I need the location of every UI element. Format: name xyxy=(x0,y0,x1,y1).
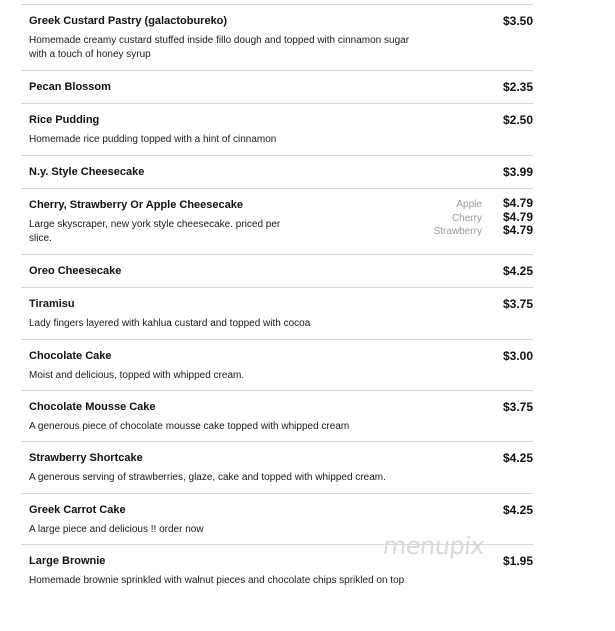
item-price: $3.00 xyxy=(502,349,533,363)
variant-label: Apple xyxy=(456,199,482,210)
menu-item xyxy=(21,188,533,254)
item-description: Moist and delicious, topped with whipped cream. xyxy=(29,370,245,381)
item-price: $4.25 xyxy=(502,503,533,517)
item-description: A generous piece of chocolate mousse cake topped with whipped cream xyxy=(29,421,350,432)
item-description: Homemade rice pudding topped with a hint of cinnamon xyxy=(29,134,277,145)
variant-price: $4.79 xyxy=(502,223,533,237)
item-price: $4.25 xyxy=(502,451,533,465)
item-name: Large Brownie xyxy=(29,555,106,567)
menu-item xyxy=(21,155,533,188)
menu-item xyxy=(21,390,533,441)
item-price: $3.50 xyxy=(502,14,533,28)
item-name: Strawberry Shortcake xyxy=(29,452,143,464)
item-name: Chocolate Mousse Cake xyxy=(29,401,156,413)
variant-label: Cherry xyxy=(451,212,482,224)
variant-row xyxy=(422,211,533,225)
item-price: $2.35 xyxy=(502,80,533,94)
item-price: $3.75 xyxy=(502,400,533,414)
item-price: $1.95 xyxy=(502,554,533,568)
menu-item xyxy=(21,339,533,390)
menu-item xyxy=(21,103,533,155)
price-variants xyxy=(422,197,533,238)
item-description: A large piece and delicious !! order now xyxy=(29,524,204,535)
variant-row xyxy=(422,224,533,238)
menu-item xyxy=(21,254,533,287)
item-price: $3.99 xyxy=(502,165,533,179)
menu-item xyxy=(21,4,533,70)
item-description: Large skyscraper, new york style cheesecake. priced per slice. xyxy=(29,219,281,244)
item-price: $2.50 xyxy=(502,113,533,127)
variant-label: Strawberry xyxy=(433,226,482,237)
item-price: $3.75 xyxy=(502,297,533,311)
menu-item xyxy=(21,441,533,493)
variant-row xyxy=(422,197,533,211)
item-description: Homemade creamy custard stuffed inside fillo dough and topped with cinnamon sugar with a touch of honey syrup xyxy=(29,35,410,60)
item-name: N.y. Style Cheesecake xyxy=(29,166,145,178)
item-description: Homemade brownie sprinkled with walnut pieces and chocolate chips sprikled on top xyxy=(29,575,405,586)
menu-item xyxy=(21,287,533,339)
item-description: Lady fingers layered with kahlua custard and topped with cocoa xyxy=(29,318,311,329)
item-name: Rice Pudding xyxy=(29,114,100,126)
item-name: Cherry, Strawberry Or Apple Cheesecake xyxy=(29,199,243,211)
item-name: Oreo Cheesecake xyxy=(29,265,122,277)
item-name: Greek Custard Pastry (galactobureko) xyxy=(29,15,228,27)
item-name: Tiramisu xyxy=(29,298,75,310)
item-name: Pecan Blossom xyxy=(29,81,111,93)
variant-price: $4.79 xyxy=(502,196,533,210)
dessert-menu-list xyxy=(21,4,533,610)
variant-price: $4.79 xyxy=(502,209,533,224)
item-price: $4.25 xyxy=(502,264,533,278)
menu-item xyxy=(21,70,533,103)
item-name: Chocolate Cake xyxy=(29,350,112,362)
item-description: A generous serving of strawberries, glaze, cake and topped with whipped cream. xyxy=(29,472,386,483)
item-name: Greek Carrot Cake xyxy=(29,504,126,516)
menupix-watermark: menupix xyxy=(381,532,486,560)
